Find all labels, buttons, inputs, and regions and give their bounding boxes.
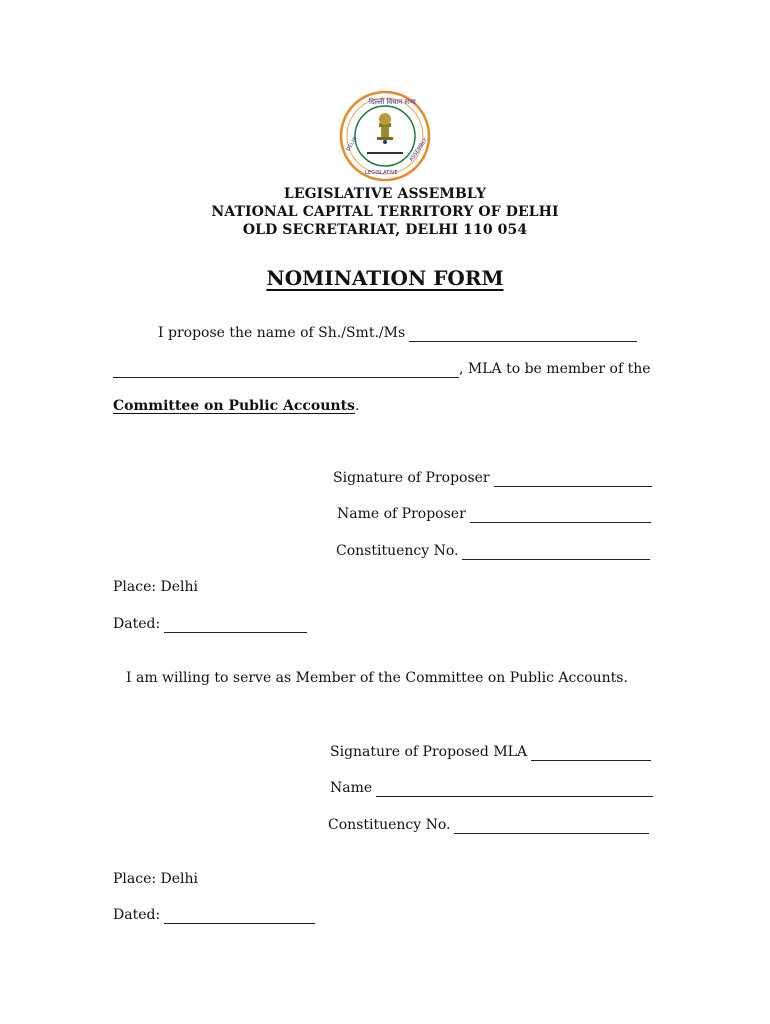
- proposer-constituency-row: [336, 542, 650, 560]
- propose-row: [158, 324, 637, 342]
- header-line-3: OLD SECRETARIAT, DELHI 110 054: [242, 222, 528, 238]
- mla-signature-label: Signature of Proposed MLA: [330, 744, 528, 760]
- mla-constituency-field[interactable]: [454, 819, 649, 834]
- mla-date-field[interactable]: [164, 909, 315, 924]
- mla-dated-row: [113, 906, 315, 924]
- willing-statement: [126, 669, 628, 687]
- mla-signature-field[interactable]: [531, 746, 651, 761]
- mla-row: [113, 360, 651, 378]
- committee-row: [113, 397, 359, 415]
- proposer-name-row: [337, 505, 651, 523]
- proposer-dated-label: Dated:: [113, 616, 161, 632]
- proposer-place: [113, 578, 198, 596]
- mla-name-row: [330, 779, 653, 797]
- willing-text: I am willing to serve as Member of the Committee on Public Accounts.: [126, 670, 628, 686]
- mla-place: [113, 870, 198, 888]
- proposer-signature-row: [333, 469, 652, 487]
- propose-label: I propose the name of Sh./Smt./Ms: [158, 325, 406, 341]
- mla-label: , MLA to be member of the: [459, 361, 651, 377]
- assembly-header: [0, 185, 770, 239]
- mla-dated-label: Dated:: [113, 907, 161, 923]
- committee-name: Committee on Public Accounts: [113, 398, 355, 414]
- svg-text:DELHI: DELHI: [345, 135, 359, 153]
- nominee-name-field-continued[interactable]: [113, 363, 459, 378]
- mla-constituency-row: [328, 816, 649, 834]
- proposer-constituency-label: Constituency No.: [336, 543, 459, 559]
- mla-place-label: Place: Delhi: [113, 871, 199, 887]
- svg-text:LEGISLATIVE: LEGISLATIVE: [365, 170, 398, 176]
- mla-name-label: Name: [330, 780, 373, 796]
- proposer-date-field[interactable]: [164, 618, 307, 633]
- mla-constituency-label: Constituency No.: [328, 817, 451, 833]
- committee-period: .: [354, 398, 360, 414]
- header-line-1: LEGISLATIVE ASSEMBLY: [283, 186, 487, 202]
- page-title: NOMINATION FORM: [266, 266, 504, 290]
- header-line-2: NATIONAL CAPITAL TERRITORY OF DELHI: [211, 204, 559, 220]
- svg-text:दिल्ली विधान सभा: दिल्ली विधान सभा: [369, 98, 416, 106]
- proposer-signature-field[interactable]: [494, 472, 652, 487]
- svg-text:ASSEMBLY: ASSEMBLY: [408, 137, 429, 163]
- mla-name-field[interactable]: [376, 782, 653, 797]
- proposer-place-label: Place: Delhi: [113, 579, 199, 595]
- nominee-name-field[interactable]: [409, 327, 637, 342]
- proposer-signature-label: Signature of Proposer: [333, 470, 490, 486]
- proposer-dated-row: [113, 615, 307, 633]
- proposer-name-label: Name of Proposer: [337, 506, 466, 522]
- mla-signature-row: [330, 743, 651, 761]
- delhi-assembly-seal-icon: [339, 90, 431, 182]
- proposer-name-field[interactable]: [470, 508, 651, 523]
- proposer-constituency-field[interactable]: [462, 545, 650, 560]
